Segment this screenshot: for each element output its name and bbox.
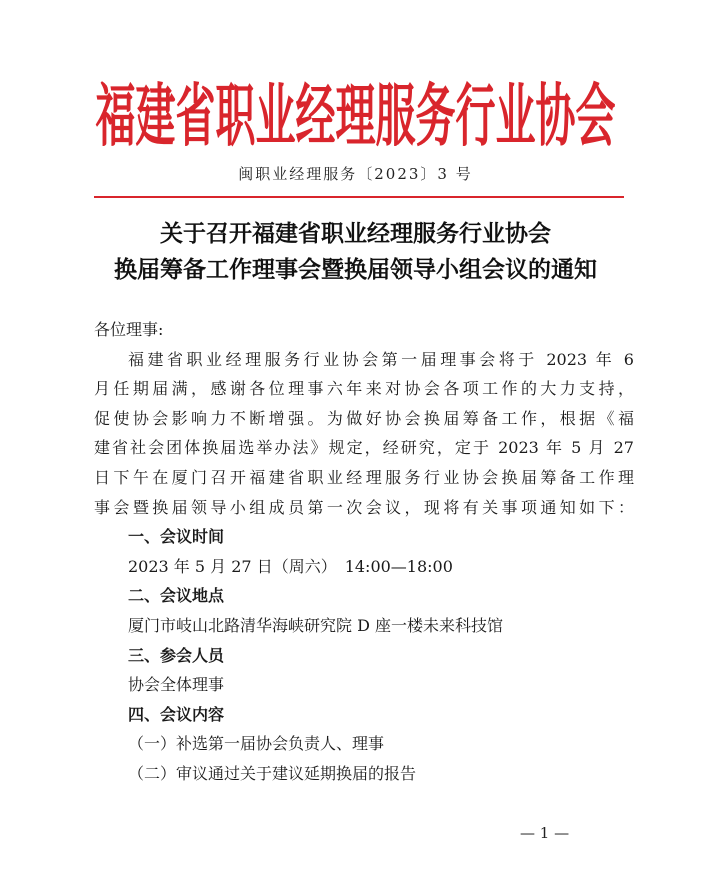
content-item: （一）补选第一届协会负责人、理事 [128, 734, 385, 754]
content-item: （二）审议通过关于建议延期换届的报告 [128, 763, 417, 783]
intro-paragraph [94, 345, 634, 523]
section-heading-content: 四、会议内容 [128, 704, 225, 724]
paragraph-line: 事会暨换届领导小组成员第一次会议，现将有关事项通知如下： [94, 497, 634, 517]
org-letterhead-text: 福建省职业经理服务行业协会 [95, 74, 616, 156]
section-heading-time: 一、会议时间 [128, 527, 225, 547]
meeting-time: 2023 年 5 月 27 日（周六） 14:00—18:00 [128, 556, 453, 576]
paragraph-line: 日下午在厦门召开福建省职业经理服务行业协会换届筹备工作理 [94, 467, 634, 487]
salutation: 各位理事: [94, 320, 164, 339]
document-body [94, 315, 634, 789]
letterhead-divider [94, 196, 624, 198]
meeting-place: 厦门市岐山北路清华海峡研究院 D 座一楼未来科技馆 [128, 615, 504, 635]
document-title-line-2: 换届筹备工作理事会暨换届领导小组会议的通知 [114, 256, 597, 283]
section-heading-attendees: 三、参会人员 [128, 645, 225, 665]
paragraph-line: 福建省职业经理服务行业协会第一届理事会将于 2023 年 6 [128, 349, 634, 369]
section-heading-place: 二、会议地点 [128, 586, 225, 606]
document-title-line-1: 关于召开福建省职业经理服务行业协会 [160, 220, 551, 247]
document-number: 闽职业经理服务〔2023〕3 号 [238, 165, 473, 183]
paragraph-line: 建省社会团体换届选举办法》规定，经研究，定于 2023 年 5 月 27 [94, 438, 634, 458]
paragraph-line: 月任期届满，感谢各位理事六年来对协会各项工作的大力支持， [94, 379, 634, 399]
document-title [0, 216, 711, 288]
page-number: — 1 — [520, 824, 570, 842]
org-letterhead [0, 60, 711, 160]
meeting-attendees: 协会全体理事 [128, 675, 225, 695]
paragraph-line: 促使协会影响力不断增强。为做好协会换届筹备工作，根据《福 [94, 408, 634, 428]
